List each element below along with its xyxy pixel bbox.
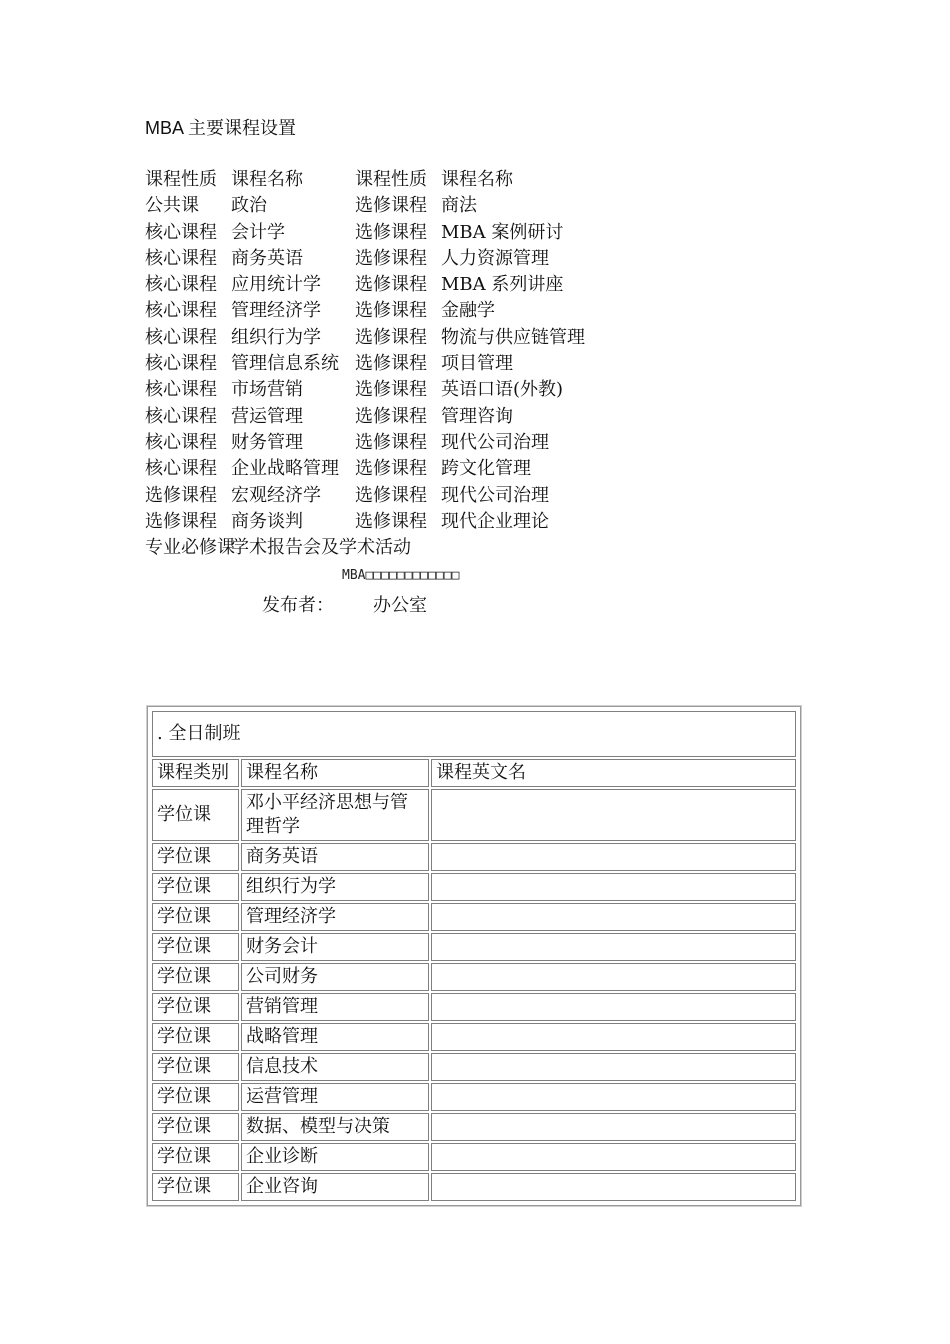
course-name: 政治 bbox=[231, 195, 267, 217]
course-type: 核心课程 bbox=[145, 379, 217, 401]
cell-course-category: 学位课 bbox=[152, 933, 239, 961]
table-row bbox=[152, 1113, 796, 1141]
cell-course-english-name bbox=[431, 1083, 796, 1111]
cell-course-name: 组织行为学 bbox=[241, 873, 429, 901]
cell-course-name: 邓小平经济思想与管理哲学 bbox=[241, 789, 429, 841]
publisher-label: 发布者： bbox=[262, 595, 334, 616]
cell-course-name: 企业诊断 bbox=[241, 1143, 429, 1171]
cell-course-english-name bbox=[431, 963, 796, 991]
cell-course-category: 学位课 bbox=[152, 843, 239, 871]
cell-course-name: 运营管理 bbox=[241, 1083, 429, 1111]
cell-course-category: 学位课 bbox=[152, 789, 239, 841]
publisher-value: 办公室 bbox=[373, 595, 427, 616]
course-name-right: 人力资源管理 bbox=[441, 247, 549, 269]
course-name-right: 金融学 bbox=[441, 300, 495, 322]
cell-course-english-name bbox=[431, 933, 796, 961]
garbled-text-line: MBA□□□□□□□□□□□□ bbox=[342, 568, 460, 583]
course-type: 核心课程 bbox=[145, 326, 217, 348]
cell-course-name: 战略管理 bbox=[241, 1023, 429, 1051]
course-type: 核心课程 bbox=[145, 353, 217, 375]
header-course-english-name: 课程英文名 bbox=[431, 759, 796, 787]
course-name-right: 英语口语(外教) bbox=[441, 379, 564, 401]
course-table-frame bbox=[147, 706, 801, 1206]
cell-course-english-name bbox=[431, 1173, 796, 1201]
course-type-right: 选修课程 bbox=[355, 274, 427, 296]
course-name: 财务管理 bbox=[231, 431, 303, 453]
cell-course-english-name bbox=[431, 1023, 796, 1051]
course-type: 核心课程 bbox=[145, 274, 217, 296]
course-type: 核心课程 bbox=[145, 300, 217, 322]
cell-course-name: 财务会计 bbox=[241, 933, 429, 961]
cell-course-name: 企业咨询 bbox=[241, 1173, 429, 1201]
course-type: 公共课 bbox=[145, 195, 199, 217]
course-name: 管理信息系统 bbox=[231, 353, 339, 375]
cell-course-category: 学位课 bbox=[152, 1023, 239, 1051]
cell-course-english-name bbox=[431, 1143, 796, 1171]
course-name: 营运管理 bbox=[231, 405, 303, 427]
table-row bbox=[152, 1083, 796, 1111]
course-name: 学术报告会及学术活动 bbox=[231, 537, 411, 559]
course-type: 核心课程 bbox=[145, 405, 217, 427]
cell-course-category: 学位课 bbox=[152, 1143, 239, 1171]
course-name: 商务英语 bbox=[231, 247, 303, 269]
course-name: 应用统计学 bbox=[231, 274, 321, 296]
cell-course-name: 信息技术 bbox=[241, 1053, 429, 1081]
table-row bbox=[152, 1173, 796, 1201]
course-type-right: 选修课程 bbox=[355, 300, 427, 322]
course-name: 课程名称 bbox=[231, 169, 303, 190]
course-name-right: 项目管理 bbox=[441, 353, 513, 375]
course-name-right: MBA 案例研讨 bbox=[441, 221, 564, 243]
course-type: 专业必修课 bbox=[145, 537, 235, 559]
cell-course-name: 管理经济学 bbox=[241, 903, 429, 931]
course-type-right: 选修课程 bbox=[355, 353, 427, 375]
course-name: 宏观经济学 bbox=[231, 484, 321, 506]
course-type-right: 课程性质 bbox=[355, 169, 427, 190]
table-section-row bbox=[152, 711, 796, 757]
course-name-right: 商法 bbox=[441, 195, 477, 217]
table-row bbox=[152, 873, 796, 901]
cell-course-category: 学位课 bbox=[152, 873, 239, 901]
course-type: 核心课程 bbox=[145, 458, 217, 480]
course-name-right: 物流与供应链管理 bbox=[441, 326, 585, 348]
table-row bbox=[152, 1023, 796, 1051]
course-name: 商务谈判 bbox=[231, 510, 303, 532]
table-row bbox=[152, 1053, 796, 1081]
course-type: 选修课程 bbox=[145, 484, 217, 506]
course-table bbox=[150, 709, 798, 1203]
course-type-right: 选修课程 bbox=[355, 326, 427, 348]
page-title: MBA 主要课程设置 bbox=[145, 118, 297, 138]
header-course-name: 课程名称 bbox=[241, 759, 429, 787]
cell-course-english-name bbox=[431, 873, 796, 901]
table-row bbox=[152, 903, 796, 931]
cell-course-category: 学位课 bbox=[152, 1083, 239, 1111]
course-type: 核心课程 bbox=[145, 221, 217, 243]
course-name-right: MBA 系列讲座 bbox=[441, 274, 564, 296]
course-type-right: 选修课程 bbox=[355, 379, 427, 401]
course-type-right: 选修课程 bbox=[355, 405, 427, 427]
table-row bbox=[152, 789, 796, 841]
cell-course-category: 学位课 bbox=[152, 1113, 239, 1141]
table-row bbox=[152, 963, 796, 991]
cell-course-english-name bbox=[431, 903, 796, 931]
cell-course-english-name bbox=[431, 1053, 796, 1081]
table-row bbox=[152, 843, 796, 871]
course-name-right: 跨文化管理 bbox=[441, 458, 531, 480]
course-name: 组织行为学 bbox=[231, 326, 321, 348]
cell-course-english-name bbox=[431, 1113, 796, 1141]
cell-course-category: 学位课 bbox=[152, 1173, 239, 1201]
cell-course-english-name bbox=[431, 993, 796, 1021]
course-name-right: 管理咨询 bbox=[441, 405, 513, 427]
cell-course-name: 数据、模型与决策 bbox=[241, 1113, 429, 1141]
cell-course-name: 营销管理 bbox=[241, 993, 429, 1021]
header-course-category: 课程类别 bbox=[152, 759, 239, 787]
cell-course-category: 学位课 bbox=[152, 903, 239, 931]
course-type-right: 选修课程 bbox=[355, 510, 427, 532]
cell-course-category: 学位课 bbox=[152, 1053, 239, 1081]
course-name: 企业战略管理 bbox=[231, 458, 339, 480]
table-row bbox=[152, 993, 796, 1021]
table-section-title: . 全日制班 bbox=[152, 711, 796, 757]
course-type: 核心课程 bbox=[145, 431, 217, 453]
course-type-right: 选修课程 bbox=[355, 195, 427, 217]
table-row bbox=[152, 1143, 796, 1171]
course-type: 课程性质 bbox=[145, 169, 217, 190]
cell-course-name: 公司财务 bbox=[241, 963, 429, 991]
table-row bbox=[152, 933, 796, 961]
cell-course-name: 商务英语 bbox=[241, 843, 429, 871]
cell-course-category: 学位课 bbox=[152, 993, 239, 1021]
course-name: 管理经济学 bbox=[231, 300, 321, 322]
course-name: 会计学 bbox=[231, 221, 285, 243]
course-type-right: 选修课程 bbox=[355, 484, 427, 506]
cell-course-english-name bbox=[431, 789, 796, 841]
course-name-right: 现代公司治理 bbox=[441, 431, 549, 453]
course-name-right: 现代公司治理 bbox=[441, 484, 549, 506]
course-type-right: 选修课程 bbox=[355, 458, 427, 480]
course-name: 市场营销 bbox=[231, 379, 303, 401]
course-type-right: 选修课程 bbox=[355, 221, 427, 243]
cell-course-category: 学位课 bbox=[152, 963, 239, 991]
cell-course-english-name bbox=[431, 843, 796, 871]
course-type-right: 选修课程 bbox=[355, 431, 427, 453]
course-type: 选修课程 bbox=[145, 510, 217, 532]
course-name-right: 现代企业理论 bbox=[441, 510, 549, 532]
course-type: 核心课程 bbox=[145, 247, 217, 269]
course-type-right: 选修课程 bbox=[355, 247, 427, 269]
table-header-row bbox=[152, 759, 796, 787]
course-name-right: 课程名称 bbox=[441, 169, 513, 190]
